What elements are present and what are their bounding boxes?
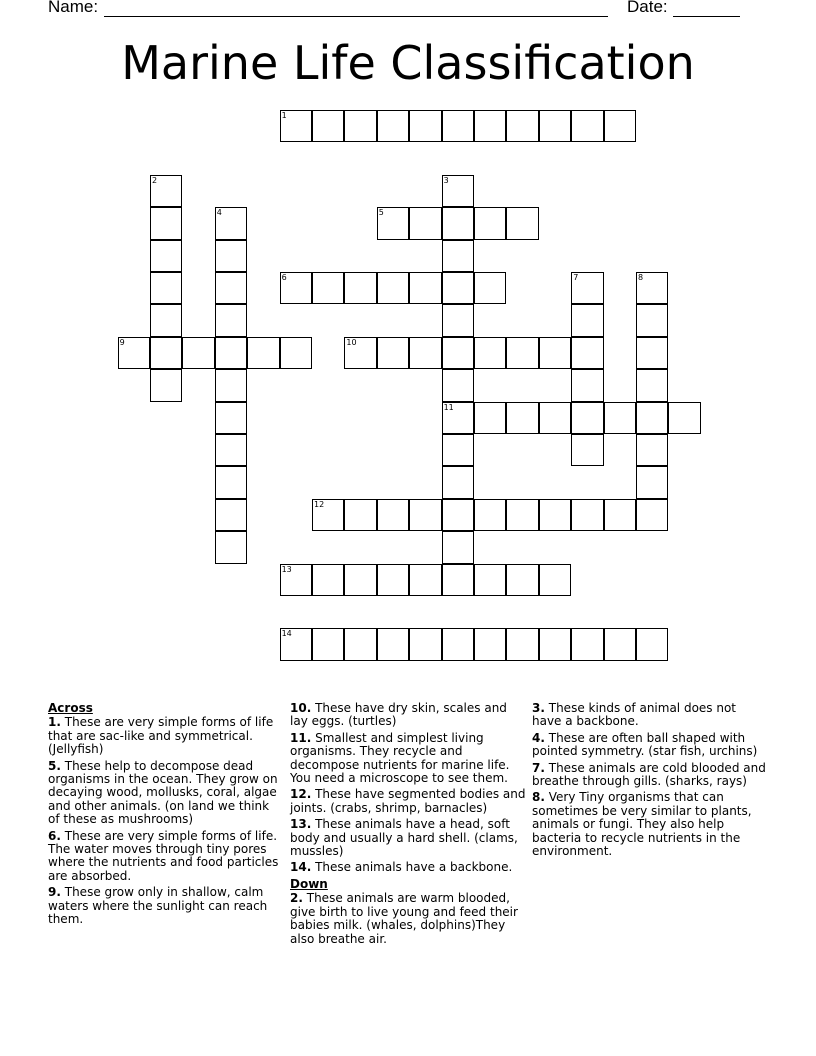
- page-title: Marine Life Classification: [121, 36, 695, 90]
- clue-number-label: 9: [119, 337, 125, 347]
- clues-section: [0, 702, 816, 1002]
- grid-cell[interactable]: [377, 272, 409, 304]
- grid-cell[interactable]: [247, 337, 279, 369]
- grid-cell[interactable]: [409, 337, 441, 369]
- grid-cell[interactable]: [215, 272, 247, 304]
- grid-cell[interactable]: [312, 628, 344, 660]
- grid-cell[interactable]: [474, 564, 506, 596]
- grid-cell[interactable]: [506, 628, 538, 660]
- clue-across-1: [48, 716, 284, 756]
- clue-number: 5.: [48, 758, 61, 773]
- grid-cell[interactable]: [118, 337, 150, 369]
- clue-across-5: [48, 760, 284, 827]
- grid-cell[interactable]: [636, 272, 668, 304]
- across-heading: Across: [48, 701, 93, 715]
- clue-number: 7.: [532, 760, 545, 775]
- grid-cell[interactable]: [215, 402, 247, 434]
- clue-text: These animals are warm blooded, give birth to live young and feed their babies milk. (whales, dolphins)They also breathe air.: [290, 891, 518, 946]
- grid-cell[interactable]: [442, 175, 474, 207]
- grid-cell[interactable]: [604, 402, 636, 434]
- grid-cell[interactable]: [215, 304, 247, 336]
- clue-text: These are often ball shaped with pointed symmetry. (star fish, urchins): [532, 730, 758, 759]
- clue-number: 9.: [48, 885, 61, 900]
- grid-cell[interactable]: [442, 402, 474, 434]
- grid-cell[interactable]: [539, 337, 571, 369]
- grid-cell[interactable]: [150, 337, 182, 369]
- grid-cell[interactable]: [280, 564, 312, 596]
- grid-cell[interactable]: [604, 110, 636, 142]
- clue-number: 14.: [290, 860, 312, 875]
- grid-cell[interactable]: [571, 110, 603, 142]
- grid-cell[interactable]: [442, 272, 474, 304]
- grid-cell[interactable]: [636, 434, 668, 466]
- grid-cell[interactable]: [571, 337, 603, 369]
- grid-cell[interactable]: [409, 110, 441, 142]
- grid-cell[interactable]: [442, 110, 474, 142]
- clue-across-11: [290, 732, 528, 786]
- grid-cell[interactable]: [506, 207, 538, 239]
- clue-text: These help to decompose dead organisms in the ocean. They grow on decaying wood, mollusks, coral, algae and other animals. (on land we think of these as mushrooms): [48, 758, 278, 827]
- clue-number-label: 4: [216, 208, 222, 218]
- clue-number-label: 11: [443, 402, 454, 412]
- grid-cell[interactable]: [506, 564, 538, 596]
- clues-column-1: [48, 702, 284, 930]
- clue-down-2: [290, 892, 528, 946]
- date-label: Date:: [627, 0, 668, 16]
- grid-cell[interactable]: [442, 304, 474, 336]
- clue-across-9: [48, 886, 284, 926]
- grid-cell[interactable]: [312, 564, 344, 596]
- grid-cell[interactable]: [150, 207, 182, 239]
- grid-cell[interactable]: [506, 402, 538, 434]
- grid-cell[interactable]: [571, 272, 603, 304]
- grid-cell[interactable]: [377, 564, 409, 596]
- grid-cell[interactable]: [442, 207, 474, 239]
- grid-cell[interactable]: [280, 337, 312, 369]
- grid-cell[interactable]: [474, 499, 506, 531]
- grid-cell[interactable]: [377, 628, 409, 660]
- grid-cell[interactable]: [571, 434, 603, 466]
- grid-cell[interactable]: [280, 110, 312, 142]
- clue-across-12: [290, 788, 528, 815]
- grid-cell[interactable]: [377, 499, 409, 531]
- grid-cell[interactable]: [474, 628, 506, 660]
- grid-cell[interactable]: [539, 402, 571, 434]
- grid-cell[interactable]: [442, 466, 474, 498]
- grid-cell[interactable]: [409, 564, 441, 596]
- grid-cell[interactable]: [344, 337, 376, 369]
- clue-across-14: [290, 861, 528, 874]
- grid-cell[interactable]: [604, 499, 636, 531]
- grid-cell[interactable]: [571, 628, 603, 660]
- clue-number-label: 12: [314, 499, 325, 509]
- grid-cell[interactable]: [539, 110, 571, 142]
- grid-cell[interactable]: [636, 369, 668, 401]
- grid-cell[interactable]: [539, 564, 571, 596]
- grid-cell[interactable]: [571, 402, 603, 434]
- grid-cell[interactable]: [636, 402, 668, 434]
- grid-cell[interactable]: [636, 499, 668, 531]
- clue-number: 6.: [48, 828, 61, 843]
- clue-text: These animals have a backbone.: [315, 860, 513, 875]
- grid-cell[interactable]: [312, 110, 344, 142]
- clue-number-label: 8: [638, 273, 644, 282]
- clue-number: 2.: [290, 891, 303, 906]
- grid-cell[interactable]: [636, 466, 668, 498]
- grid-cell[interactable]: [215, 369, 247, 401]
- clue-number: 11.: [290, 730, 312, 745]
- clue-number: 1.: [48, 715, 61, 730]
- grid-cell[interactable]: [506, 110, 538, 142]
- clue-across-6: [48, 830, 284, 884]
- clue-number: 10.: [290, 701, 312, 715]
- grid-cell[interactable]: [344, 499, 376, 531]
- grid-cell[interactable]: [442, 337, 474, 369]
- grid-cell[interactable]: [636, 628, 668, 660]
- clue-text: These are very simple forms of life. The water moves through tiny pores where the nutrients and food particles are absorbed.: [48, 828, 279, 883]
- grid-cell[interactable]: [409, 207, 441, 239]
- grid-cell[interactable]: [474, 207, 506, 239]
- grid-cell[interactable]: [344, 564, 376, 596]
- grid-cell[interactable]: [474, 110, 506, 142]
- grid-cell[interactable]: [571, 369, 603, 401]
- grid-cell[interactable]: [409, 272, 441, 304]
- clue-text: Smallest and simplest living organisms. They recycle and decompose nutrients for marine life. You need a microscope to see them.: [290, 730, 510, 786]
- grid-cell[interactable]: [442, 499, 474, 531]
- grid-cell[interactable]: [604, 628, 636, 660]
- grid-cell[interactable]: [150, 304, 182, 336]
- clue-down-8: [532, 791, 768, 858]
- clue-across-13: [290, 818, 528, 858]
- grid-cell[interactable]: [442, 369, 474, 401]
- clue-number: 8.: [532, 790, 545, 805]
- grid-cell[interactable]: [215, 499, 247, 531]
- clue-number: 12.: [290, 787, 312, 802]
- grid-cell[interactable]: [215, 434, 247, 466]
- grid-cell[interactable]: [182, 337, 214, 369]
- grid-cell[interactable]: [442, 564, 474, 596]
- grid-cell[interactable]: [442, 531, 474, 563]
- grid-cell[interactable]: [442, 240, 474, 272]
- grid-cell[interactable]: [280, 272, 312, 304]
- grid-cell[interactable]: [150, 240, 182, 272]
- grid-cell[interactable]: [344, 628, 376, 660]
- grid-cell[interactable]: [215, 531, 247, 563]
- clue-text: These animals have a head, soft body and usually a hard shell. (clams, mussles): [290, 817, 518, 859]
- grid-cell[interactable]: [474, 402, 506, 434]
- grid-cell[interactable]: [409, 628, 441, 660]
- clue-number-label: 7: [573, 273, 579, 282]
- clue-text: These kinds of animal does not have a backbone.: [532, 701, 737, 729]
- grid-cell[interactable]: [377, 337, 409, 369]
- clue-text: These grow only in shallow, calm waters where the sunlight can reach them.: [48, 885, 268, 927]
- clue-number-label: 2: [152, 175, 158, 185]
- name-label: Name:: [48, 0, 99, 16]
- clue-number-label: 10: [346, 337, 357, 347]
- grid-cell[interactable]: [668, 402, 700, 434]
- grid-cell[interactable]: [215, 466, 247, 498]
- grid-cell[interactable]: [150, 369, 182, 401]
- grid-cell[interactable]: [344, 272, 376, 304]
- grid-cell[interactable]: [506, 337, 538, 369]
- grid-cell[interactable]: [571, 499, 603, 531]
- clue-number-label: 6: [281, 273, 287, 282]
- grid-cell[interactable]: [312, 499, 344, 531]
- grid-cell[interactable]: [636, 304, 668, 336]
- grid-cell[interactable]: [150, 272, 182, 304]
- clue-number-label: 1: [281, 111, 287, 120]
- grid-cell[interactable]: [442, 434, 474, 466]
- clue-text: These have segmented bodies and joints. (crabs, shrimp, barnacles): [290, 787, 526, 815]
- clue-number: 4.: [532, 730, 545, 745]
- grid-cell[interactable]: [215, 337, 247, 369]
- grid-cell[interactable]: [215, 240, 247, 272]
- clue-number-label: 3: [443, 175, 449, 185]
- grid-cell[interactable]: [539, 499, 571, 531]
- grid-cell[interactable]: [474, 272, 506, 304]
- clue-number-label: 13: [281, 564, 292, 574]
- grid-cell[interactable]: [409, 499, 441, 531]
- down-heading: Down: [290, 876, 328, 891]
- grid-cell[interactable]: [377, 110, 409, 142]
- clue-down-7: [532, 762, 768, 789]
- clue-down-3: [532, 702, 768, 729]
- grid-cell[interactable]: [636, 337, 668, 369]
- grid-cell[interactable]: [506, 499, 538, 531]
- grid-cell[interactable]: [474, 337, 506, 369]
- grid-cell[interactable]: [442, 628, 474, 660]
- clue-text: These have dry skin, scales and lay eggs. (turtles): [290, 701, 507, 729]
- clues-column-2: [290, 702, 528, 949]
- clue-across-10: [290, 702, 528, 729]
- grid-cell[interactable]: [280, 628, 312, 660]
- grid-cell[interactable]: [571, 304, 603, 336]
- grid-cell[interactable]: [377, 207, 409, 239]
- clue-text: These are very simple forms of life that are sac-like and symmetrical. (Jellyfish): [48, 715, 274, 757]
- grid-cell[interactable]: [344, 110, 376, 142]
- clue-number-label: 14: [281, 629, 292, 639]
- clue-text: Very Tiny organisms that can sometimes be very similar to plants, animals or fungi. They also help bacteria to recycle nutrients in the environment.: [532, 790, 752, 859]
- grid-cell[interactable]: [539, 628, 571, 660]
- grid-cell[interactable]: [312, 272, 344, 304]
- clue-number: 3.: [532, 701, 545, 715]
- clue-number-label: 5: [378, 208, 384, 218]
- clue-down-4: [532, 732, 768, 759]
- grid-cell[interactable]: [215, 207, 247, 239]
- clue-number: 13.: [290, 817, 312, 832]
- grid-cell[interactable]: [150, 175, 182, 207]
- clue-text: These animals are cold blooded and breathe through gills. (sharks, rays): [532, 760, 766, 789]
- clues-column-3: [532, 702, 768, 861]
